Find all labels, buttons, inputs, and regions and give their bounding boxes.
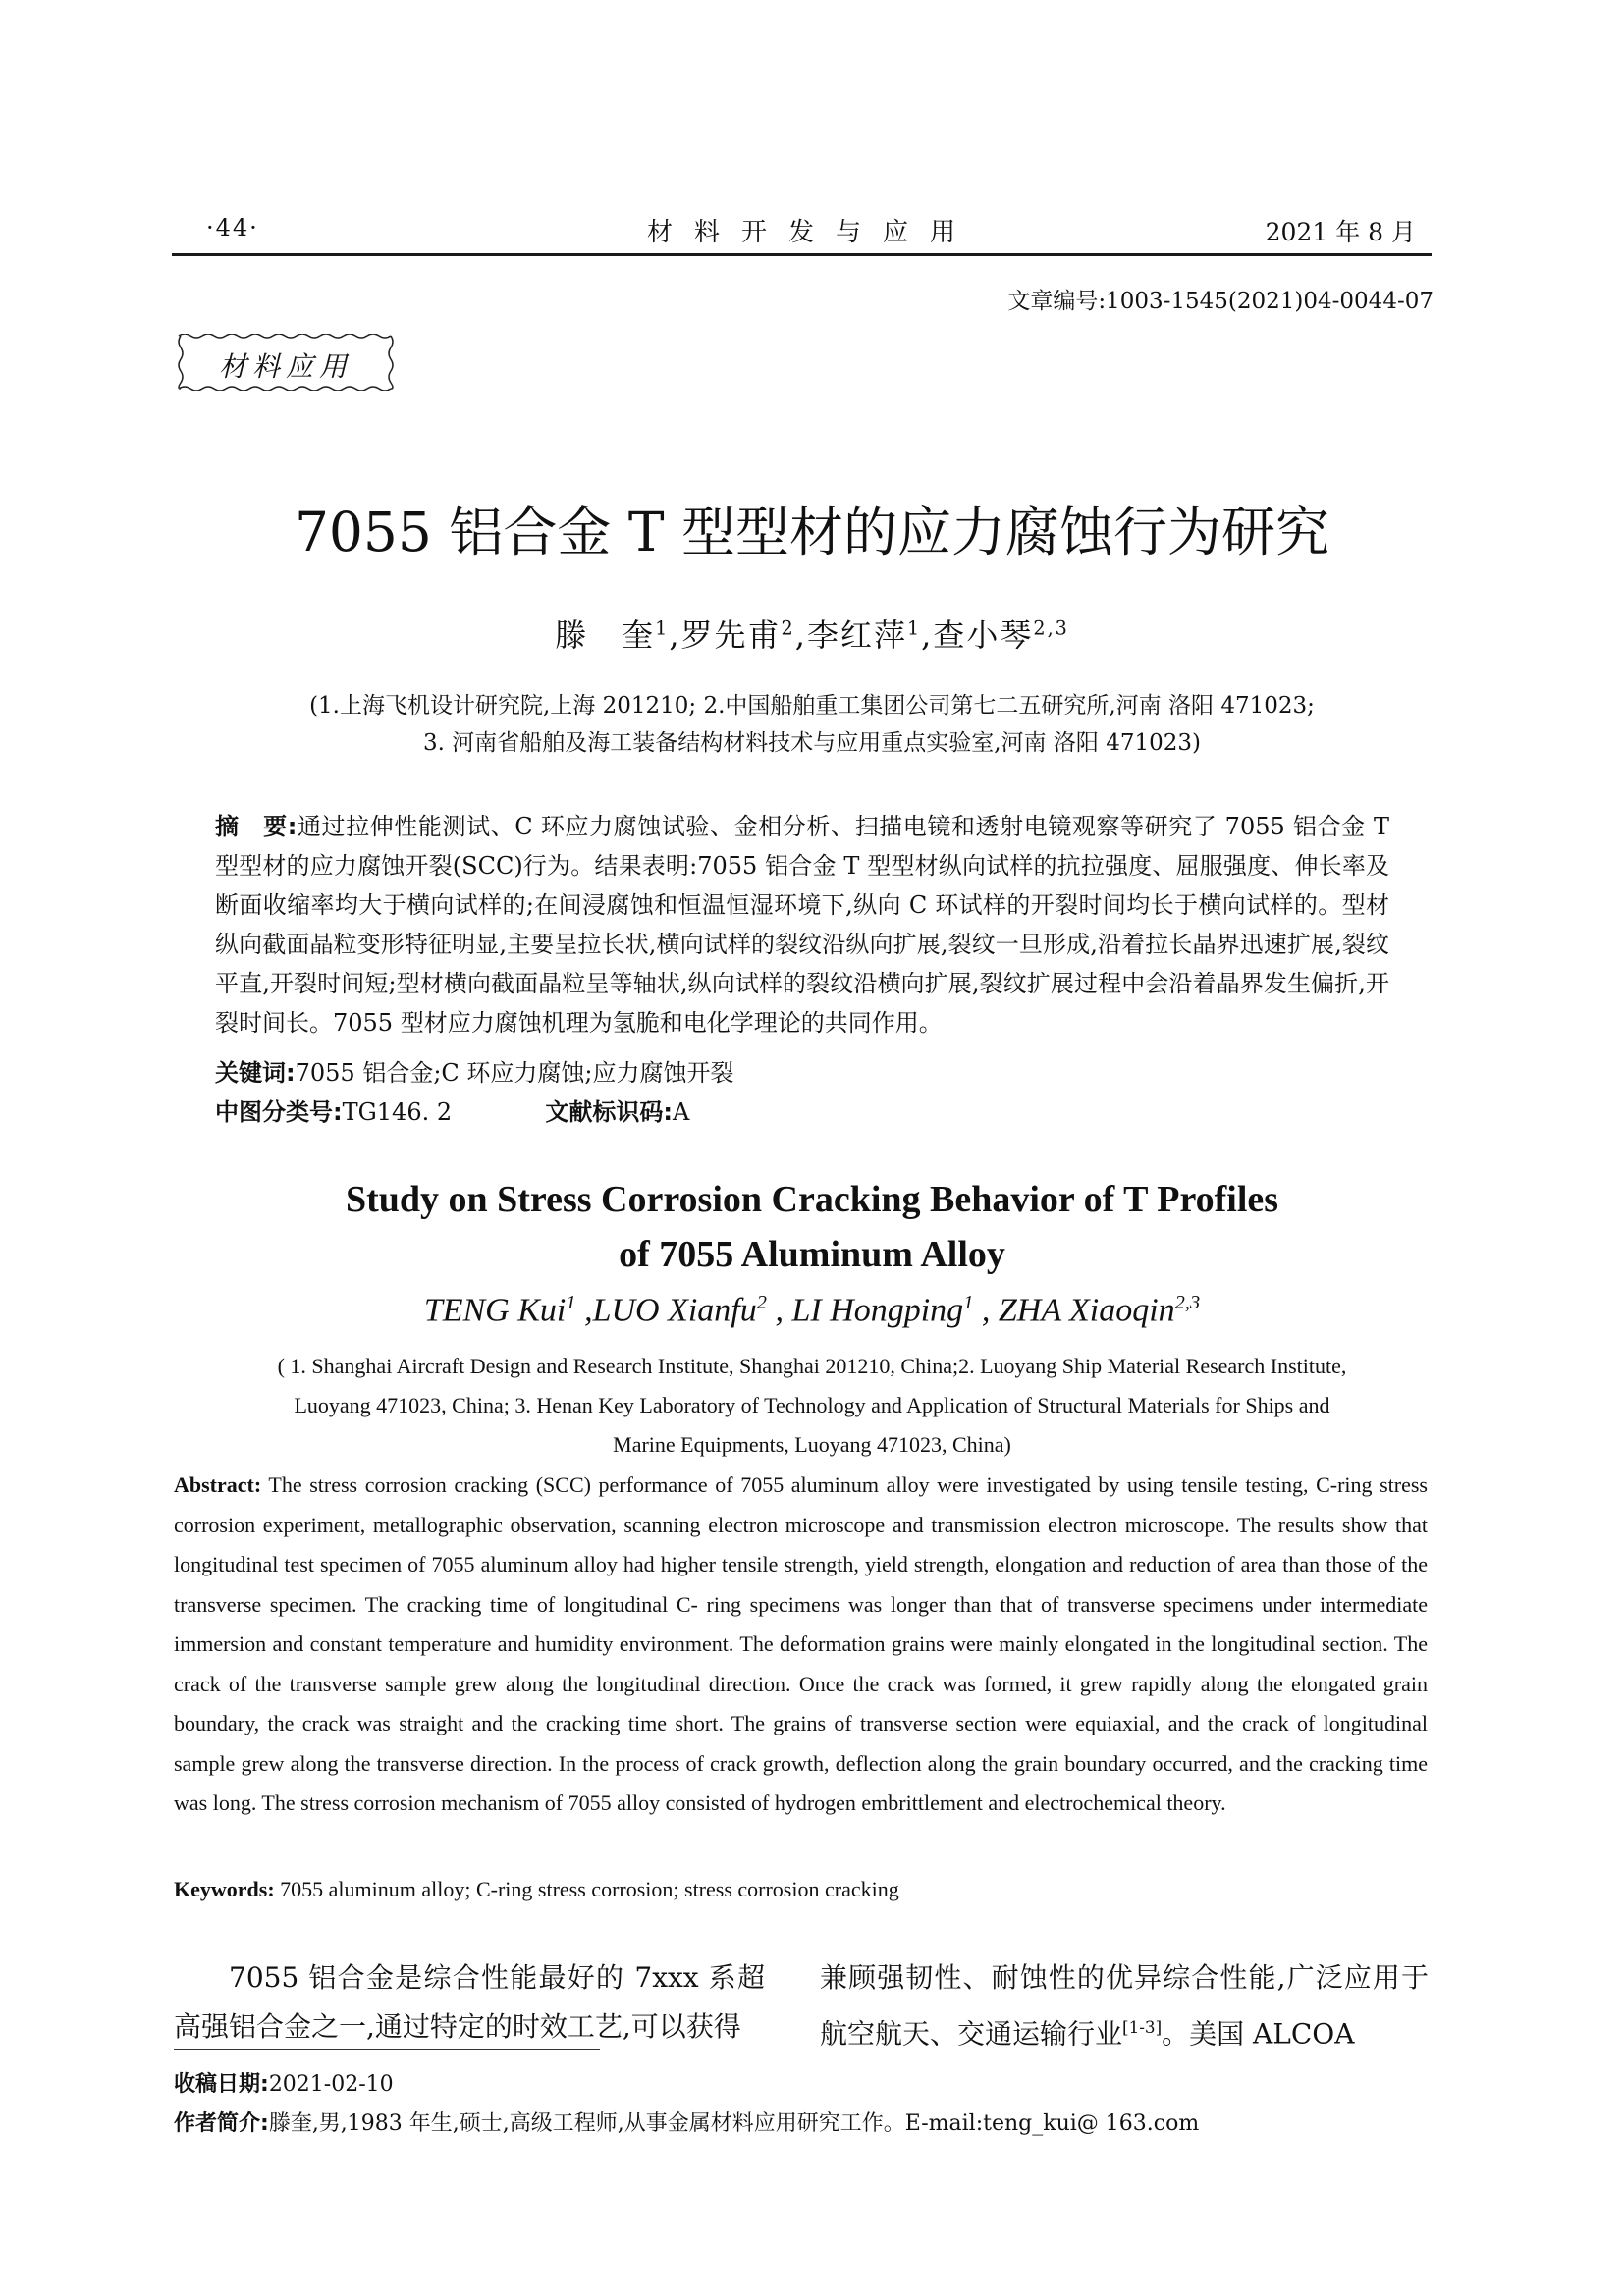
authors-cn: 滕 奎$^1$,罗先甫$^2$,李红萍$^1$,查小琴$^{2,3}$ (555, 616, 1069, 654)
affiliation-en-line: Marine Equipments, Luoyang 471023, China) (613, 1432, 1011, 1457)
body-column-left: 7055 铝合金是综合性能最好的 7xxx 系超高强铝合金之一,通过特定的时效工艺,可以获得 (174, 1961, 765, 2043)
column-tag-label: 材料应用 (218, 350, 352, 383)
author-en: LUO Xianfu (592, 1292, 757, 1329)
author-aff: 1 (906, 616, 922, 640)
author-cn: 滕 奎 (555, 616, 656, 654)
author-aff: 2 (781, 616, 795, 640)
footnote-rule (174, 2049, 600, 2050)
clc-label: 中图分类号: (215, 1098, 343, 1126)
author-bio (174, 2107, 1199, 2137)
author-en: LI Hongping (791, 1292, 964, 1329)
header-rule (172, 253, 1432, 256)
author-cn: 查小琴 (933, 616, 1034, 654)
bio-value: 滕奎,男,1983 年生,硕士,高级工程师,从事金属材料应用研究工作。E-mail:teng_kui@ 163.com (268, 2111, 1200, 2136)
title-en-line: Study on Stress Corrosion Cracking Behavior of T Profiles (345, 1179, 1279, 1220)
keywords-cn-text: 7055 铝合金;C 环应力腐蚀;应力腐蚀开裂 (295, 1059, 734, 1087)
author-cn: 李红萍 (806, 616, 907, 654)
bio-label: 作者简介: (174, 2111, 269, 2136)
authors-en: TENG Kui$^1$ ,LUO Xianfu$^2$ , LI Hongping$^1$ , ZHA Xiaoqin$^{2,3}$ (423, 1292, 1201, 1329)
citation-ref: [1-3] (1122, 2017, 1163, 2037)
doc-code-label: 文献标识码: (545, 1098, 674, 1126)
keywords-cn (215, 1053, 733, 1088)
keywords-en (174, 1877, 899, 1902)
author-aff: 2,3 (1033, 616, 1069, 640)
doc-code-value: A (673, 1098, 690, 1126)
keywords-en-label: Keywords: (174, 1877, 275, 1901)
received-date (174, 2067, 394, 2098)
author-aff: 1 (963, 1292, 974, 1313)
body-right-text: 兼顾强韧性、耐蚀性的优异综合性能,广泛应用于航空航天、交通运输行业 (820, 1961, 1429, 2051)
journal-name: 材料开发与应用 (646, 218, 977, 247)
clc-value: TG146. 2 (342, 1098, 453, 1126)
author-cn: 罗先甫 (680, 616, 782, 654)
abstract-en (174, 1466, 1428, 1824)
received-value: 2021-02-10 (268, 2072, 394, 2097)
author-en: TENG Kui (423, 1292, 567, 1329)
article-number: 文章编号:1003-1545(2021)04-0044-07 (1007, 289, 1434, 314)
author-aff: 2 (756, 1292, 767, 1313)
abstract-cn-label: 摘 要: (215, 813, 298, 840)
author-aff: 2,3 (1174, 1292, 1201, 1313)
affiliation-en-line: Luoyang 471023, China; 3. Henan Key Laboratory of Technology and Application of Structural Materials for Ships and (294, 1393, 1330, 1417)
keywords-en-text: 7055 aluminum alloy; C-ring stress corrosion; stress corrosion cracking (280, 1877, 899, 1901)
affiliation-cn-line: (1.上海飞机设计研究院,上海 201210; 2.中国船舶重工集团公司第七二五研究所,河南 洛阳 471023; (309, 693, 1315, 719)
column-tag (177, 334, 395, 391)
keywords-cn-label: 关键词: (215, 1059, 296, 1087)
abstract-en-text: The stress corrosion cracking (SCC) performance of 7055 aluminum alloy were investigated by using tensile testing, C-ring stress corrosion experiment, metallographic observation, scanning electron microscope and transmission electron microscope. The results show that longitudinal test specimen of 7055 aluminum alloy had higher tensile strength, yield strength, elongation and reduction of area than those of the transverse specimen. The cracking time of longitudinal C- ring specimens was longer than that of transverse specimens under intermediate immersion and constant temperature and humidity environment. The deformation grains were mainly elongated in the longitudinal section. The crack of the transverse sample grew along the longitudinal direction. Once the crack was formed, it grew rapidly along the elongated grain boundary, the crack was straight and the cracking time short. The grains of transverse section were equiaxial, and the crack of longitudinal sample grew along the transverse direction. In the process of crack growth, deflection along the grain boundary occurred, and the cracking time was long. The stress corrosion mechanism of 7055 alloy consisted of hydrogen embrittlement and electrochemical theory. (174, 1472, 1428, 1815)
abstract-cn (215, 807, 1389, 1042)
author-aff: 1 (566, 1292, 576, 1313)
affiliation-cn-line: 3. 河南省船舶及海工装备结构材料技术与应用重点实验室,河南 洛阳 471023) (423, 730, 1201, 756)
page-number: ·44· (206, 214, 259, 241)
issue-date: 2021 年 8 月 (1265, 218, 1416, 246)
author-aff: 1 (655, 616, 670, 640)
classification (215, 1093, 689, 1127)
affiliation-en-line: ( 1. Shanghai Aircraft Design and Research Institute, Shanghai 201210, China;2. Luoyang Ship Material Research Institute, (277, 1354, 1347, 1378)
body-column-right (820, 1953, 1429, 2058)
abstract-en-label: Abstract: (174, 1472, 262, 1497)
title-cn: 7055 铝合金 T 型型材的应力腐蚀行为研究 (294, 501, 1330, 563)
body-right-tail: 。美国 ALCOA (1162, 2017, 1355, 2051)
abstract-cn-text: 通过拉伸性能测试、C 环应力腐蚀试验、金相分析、扫描电镜和透射电镜观察等研究了 7055 铝合金 T 型型材的应力腐蚀开裂(SCC)行为。结果表明:7055 铝合金 T 型型材纵向试样的抗拉强度、屈服强度、伸长率及断面收缩率均大于横向试样的;在间浸腐蚀和恒温恒湿环境下,纵向 C 环试样的开裂时间均长于横向试样的。型材纵向截面晶粒变形特征明显,主要呈拉长状,横向试样的裂纹沿纵向扩展,裂纹一旦形成,沿着拉长晶界迅速扩展,裂纹平直,开裂时间短;型材横向截面晶粒呈等轴状,纵向试样的裂纹沿横向扩展,裂纹扩展过程中会沿着晶界发生偏折,开裂时间长。7055 型材应力腐蚀机理为氢脆和电化学理论的共同作用。 (215, 813, 1389, 1037)
title-en-line: of 7055 Aluminum Alloy (619, 1234, 1005, 1275)
received-label: 收稿日期: (174, 2072, 269, 2097)
author-en: ZHA Xiaoqin (998, 1292, 1175, 1329)
